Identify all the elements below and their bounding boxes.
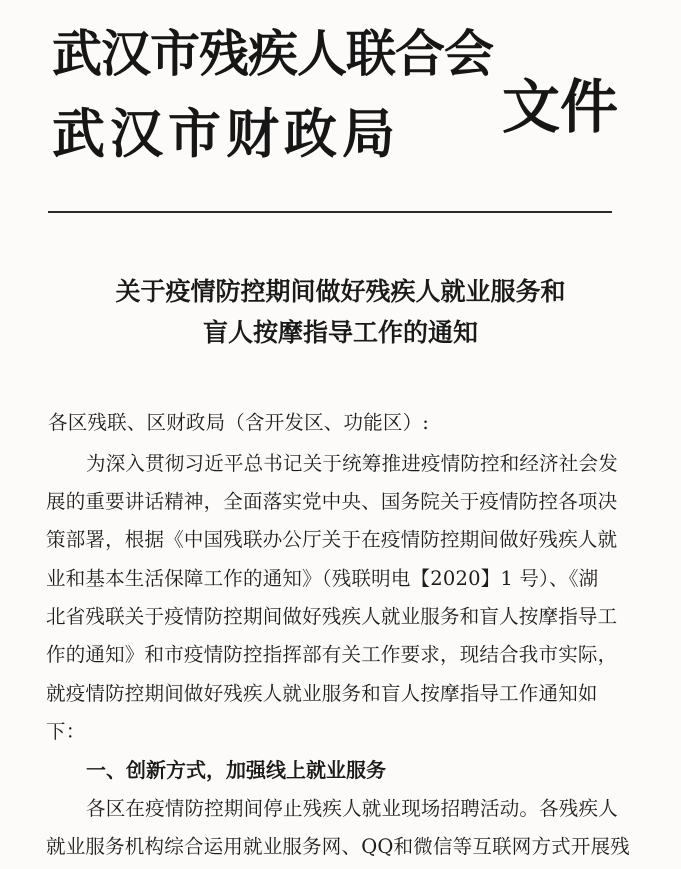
paragraph-line: 业和基本生活保障工作的通知》（残联明电【2020】1 号）、《湖 — [46, 567, 599, 590]
paragraph-line: 作的通知》和市疫情防控指挥部有关工作要求，现结合我市实际， — [46, 643, 618, 666]
issuing-org-line-1: 武汉市残疾人联合会 — [52, 25, 493, 83]
issuing-org-line-2: 武汉市财政局 — [52, 104, 400, 165]
document-title-line-2: 盲人按摩指导工作的通知 — [202, 318, 478, 347]
header-divider — [48, 211, 612, 213]
recipients-line: 各区残联、区财政局（含开发区、功能区）: — [48, 411, 430, 434]
section-heading: 一、创新方式，加强线上就业服务 — [86, 758, 386, 782]
paragraph-line: 策部署，根据《中国残联办公厅关于在疫情防控期间做好残疾人就 — [46, 528, 618, 551]
paragraph-line: 北省残联关于疫情防控期间做好残疾人就业服务和盲人按摩指导工 — [46, 605, 618, 628]
document-type-label: 文件 — [502, 73, 619, 141]
paragraph-line: 展的重要讲话精神，全面落实党中央、国务院关于疫情防控各项决 — [46, 490, 618, 513]
paragraph-line: 各区在疫情防控期间停止残疾人就业现场招聘活动。各残疾人 — [86, 797, 618, 820]
paragraph-line: 为深入贯彻习近平总书记关于统筹推进疫情防控和经济社会发 — [86, 452, 618, 475]
paragraph-line: 就疫情防控期间做好残疾人就业服务和盲人按摩指导工作通知如 — [46, 682, 598, 705]
document-title-line-1: 关于疫情防控期间做好残疾人就业服务和 — [115, 277, 566, 306]
paragraph-line: 下： — [46, 720, 86, 743]
paragraph-line: 就业服务机构综合运用就业服务网、QQ和微信等互联网方式开展残 — [46, 835, 630, 858]
